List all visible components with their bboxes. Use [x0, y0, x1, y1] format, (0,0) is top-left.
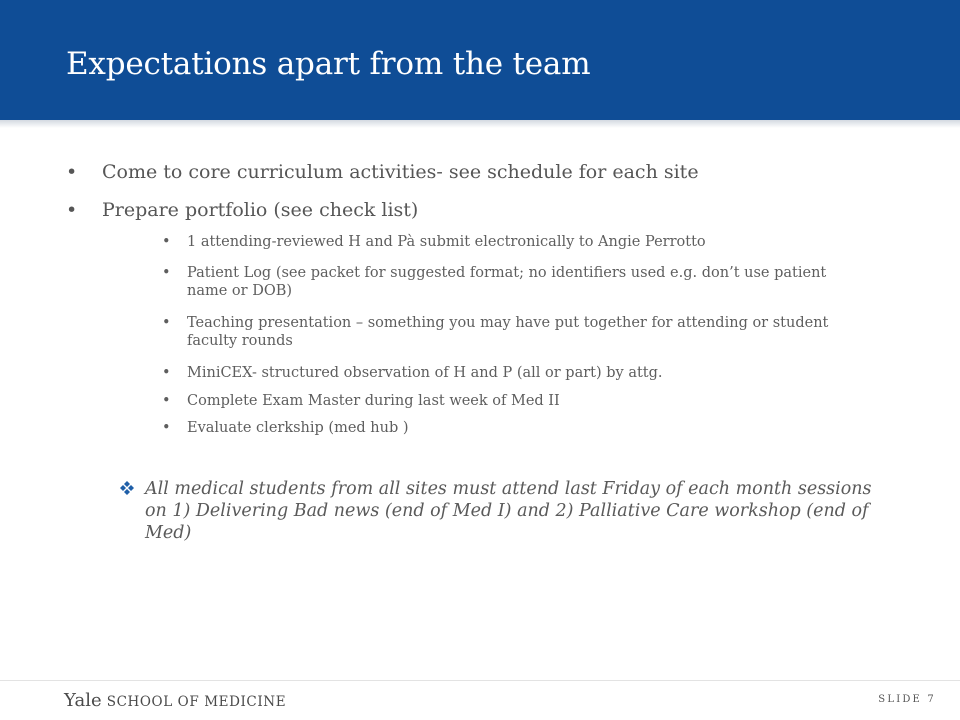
subitem-exam-master	[162, 392, 852, 410]
subitem-text: Complete Exam Master during last week of Med II	[187, 393, 560, 409]
note-text: All medical students from all sites must attend last Friday of each month sessions on 1) Delivering Bad news (end of Med I) and 2) Palliative Care workshop (end of Med)	[145, 479, 872, 543]
bullet-text: Come to core curriculum activities- see schedule for each site	[102, 161, 699, 183]
subitem-minicex	[162, 364, 852, 382]
subitem-dot: •	[162, 365, 171, 381]
subitem-text: MiniCEX- structured observation of H and P (all or part) by attg.	[187, 365, 663, 381]
subitem-attending-reviewed	[162, 233, 852, 251]
logo-yale: Yale	[64, 690, 102, 711]
subitem-dot: •	[162, 234, 171, 250]
important-note	[120, 478, 880, 544]
subitem-dot: •	[162, 420, 171, 436]
subitem-text: Teaching presentation – something you may have put together for attending or student faculty rounds	[187, 315, 829, 349]
subitem-dot: •	[162, 265, 171, 281]
bullet-dot: •	[66, 161, 78, 183]
subitem-text: 1 attending-reviewed H and Pà submit electronically to Angie Perrotto	[187, 234, 706, 250]
footer-divider	[0, 680, 960, 681]
subitem-teaching-presentation	[162, 314, 852, 350]
subitem-dot: •	[162, 315, 171, 331]
subitem-text: Evaluate clerkship (med hub )	[187, 420, 409, 436]
bullet-text: Prepare portfolio (see check list)	[102, 199, 419, 221]
bullet-dot: •	[66, 199, 78, 221]
subitem-patient-log	[162, 264, 852, 300]
subitem-evaluate-clerkship	[162, 419, 852, 437]
yale-school-of-medicine-logo	[64, 690, 286, 711]
subitem-dot: •	[162, 393, 171, 409]
slide-number: SLIDE 7	[878, 694, 936, 705]
subitem-text: Patient Log (see packet for suggested format; no identifiers used e.g. don’t use patient name or DOB)	[187, 265, 827, 299]
slide-title: Expectations apart from the team	[66, 46, 591, 82]
logo-school-of-medicine: SCHOOL OF MEDICINE	[106, 694, 287, 710]
four-diamond-icon	[120, 481, 134, 495]
